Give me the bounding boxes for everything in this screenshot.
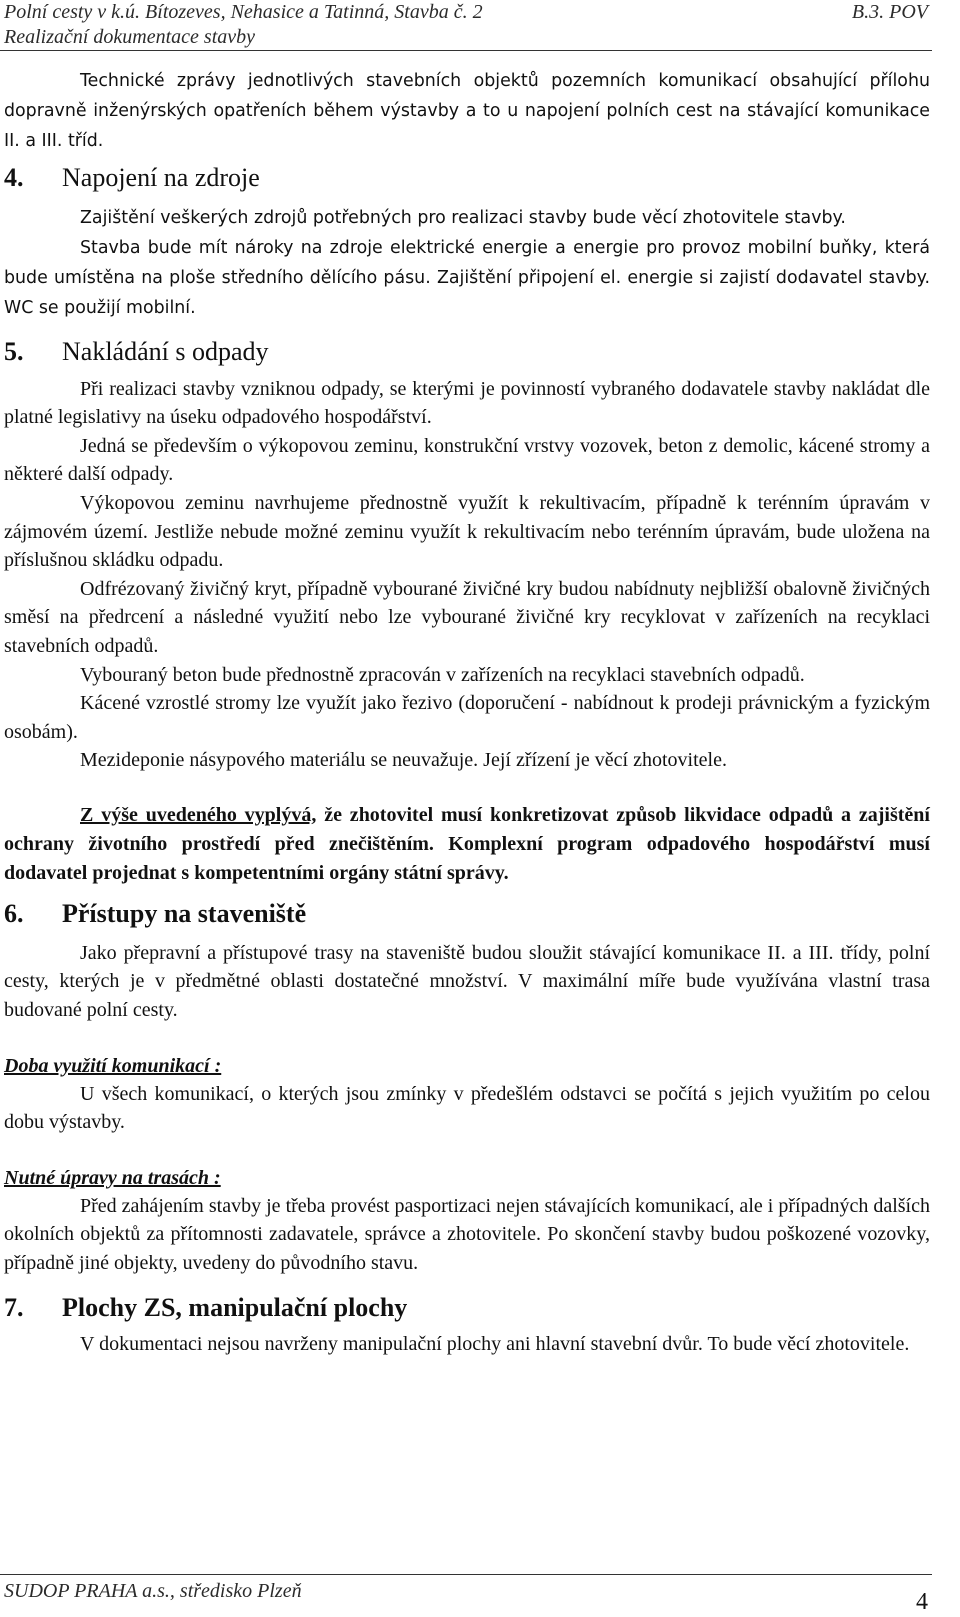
paragraph: Stavba bude mít nároky na zdroje elektrické energie a energie pro provoz mobilní buňky, která bude umístěna na ploše středního dělícího pásu. Zajištění připojení el. energie si zajistí dodavatel stavby. WC se použijí mobilní. bbox=[4, 238, 930, 318]
paragraph: V dokumentaci nejsou navrženy manipulační plochy ani hlavní stavební dvůr. To bude věcí zhotovitele. bbox=[80, 1332, 910, 1355]
header-title: Polní cesty v k.ú. Bítozeves, Nehasice a Tatinná, Stavba č. 2 bbox=[4, 1, 483, 23]
page-footer bbox=[4, 1579, 928, 1617]
section-number: 7. bbox=[4, 1292, 24, 1322]
section-title: Napojení na zdroje bbox=[62, 163, 260, 193]
footer-divider bbox=[0, 1574, 932, 1575]
section-6-heading bbox=[4, 894, 930, 934]
paragraph: Před zahájením stavby je třeba provést pasportizaci nejen stávajících komunikací, ale i případných dalších okolních objektů za přítomnosti zadavatele, správce a zhotovitele. Po skončení stavby budou poškozené vozovky, případně jiné objekty, uvedeny do původního stavu. bbox=[4, 1194, 930, 1275]
section-title: Nakládání s odpady bbox=[62, 336, 269, 366]
paragraph: Odfrézovaný živičný kryt, případně vybourané živičné kry budou nabídnuty nejbližší obalovně živičných směsí na předrcení a následné využití nebo lze vybourané živičné kry recyklovat v zařízeních na recyklaci stavebních odpadů. bbox=[4, 577, 930, 657]
intro-paragraph: Technické zprávy jednotlivých stavebních objektů pozemních komunikací obsahující přílohu dopravně inženýrských opatřeních během výstavby a to u napojení polních cest na stávající komunikace II. a III. tříd. bbox=[4, 71, 930, 151]
section-7-heading bbox=[4, 1288, 930, 1328]
conclusion-underlined: Z výše uvedeného vyplývá, bbox=[80, 803, 317, 826]
section-5-heading bbox=[4, 332, 930, 372]
paragraph: Jedná se především o výkopovou zeminu, konstrukční vrstvy vozovek, beton z demolic, kácené stromy a některé další odpady. bbox=[4, 434, 930, 486]
footer-company: SUDOP PRAHA a.s., středisko Plzeň bbox=[4, 1580, 302, 1602]
section-title: Přístupy na staveniště bbox=[62, 898, 307, 928]
page-header bbox=[4, 0, 928, 50]
conclusion-paragraph bbox=[4, 801, 930, 888]
document-body bbox=[4, 67, 930, 1358]
page-number: 4 bbox=[916, 1589, 928, 1615]
paragraph: Zajištění veškerých zdrojů potřebných pro realizaci stavby bude věcí zhotovitele stavby. bbox=[80, 208, 846, 229]
section-4-heading bbox=[4, 158, 930, 198]
paragraph: Vybouraný beton bude přednostně zpracován v zařízeních na recyklaci stavebních odpadů. bbox=[80, 663, 805, 686]
section-number: 6. bbox=[4, 898, 24, 928]
header-subtitle: Realizační dokumentace stavby bbox=[4, 26, 256, 48]
subheading: Doba využití komunikací : bbox=[4, 1054, 222, 1077]
paragraph: Kácené vzrostlé stromy lze využít jako řezivo (doporučení - nabídnout k prodeji právnickým a fyzickým osobám). bbox=[4, 692, 930, 743]
conclusion-text: že zhotovitel musí konkretizovat způsob likvidace odpadů a zajištění ochrany životního prostředí před znečištěním. Komplexní program odpadového hospodářství musí dodavatel projednat s kompetentními orgány státní správy. bbox=[4, 803, 930, 884]
section-title: Plochy ZS, manipulační plochy bbox=[62, 1292, 408, 1322]
section-number: 5. bbox=[4, 336, 24, 366]
paragraph: Mezideponie násypového materiálu se neuvažuje. Její zřízení je věcí zhotovitele. bbox=[80, 749, 727, 772]
header-divider bbox=[0, 50, 932, 51]
paragraph: Výkopovou zeminu navrhujeme přednostně využít k rekultivacím, případně k terénním úpravám v zájmovém území. Jestliže nebude možné zeminu využít k rekultivacím nebo terénním úpravám, bude uložena na příslušnou skládku odpadu. bbox=[4, 491, 930, 572]
paragraph: Při realizaci stavby vzniknou odpady, se kterými je povinností vybraného dodavatele stavby nakládat dle platné legislativy na úseku odpadového hospodářství. bbox=[4, 377, 930, 429]
section-number: 4. bbox=[4, 163, 24, 193]
header-code: B.3. POV bbox=[851, 1, 928, 23]
subheading: Nutné úpravy na trasách : bbox=[4, 1166, 221, 1189]
paragraph: U všech komunikací, o kterých jsou zmínky v předešlém odstavci se počítá s jejich využitím po celou dobu výstavby. bbox=[4, 1082, 930, 1134]
paragraph: Jako přepravní a přístupové trasy na staveniště budou sloužit stávající komunikace II. a III. třídy, polní cesty, kterých je v předmětné oblasti dostatečné množství. V maximální míře bude využívána vlastní trasa budované polní cesty. bbox=[4, 941, 930, 1022]
